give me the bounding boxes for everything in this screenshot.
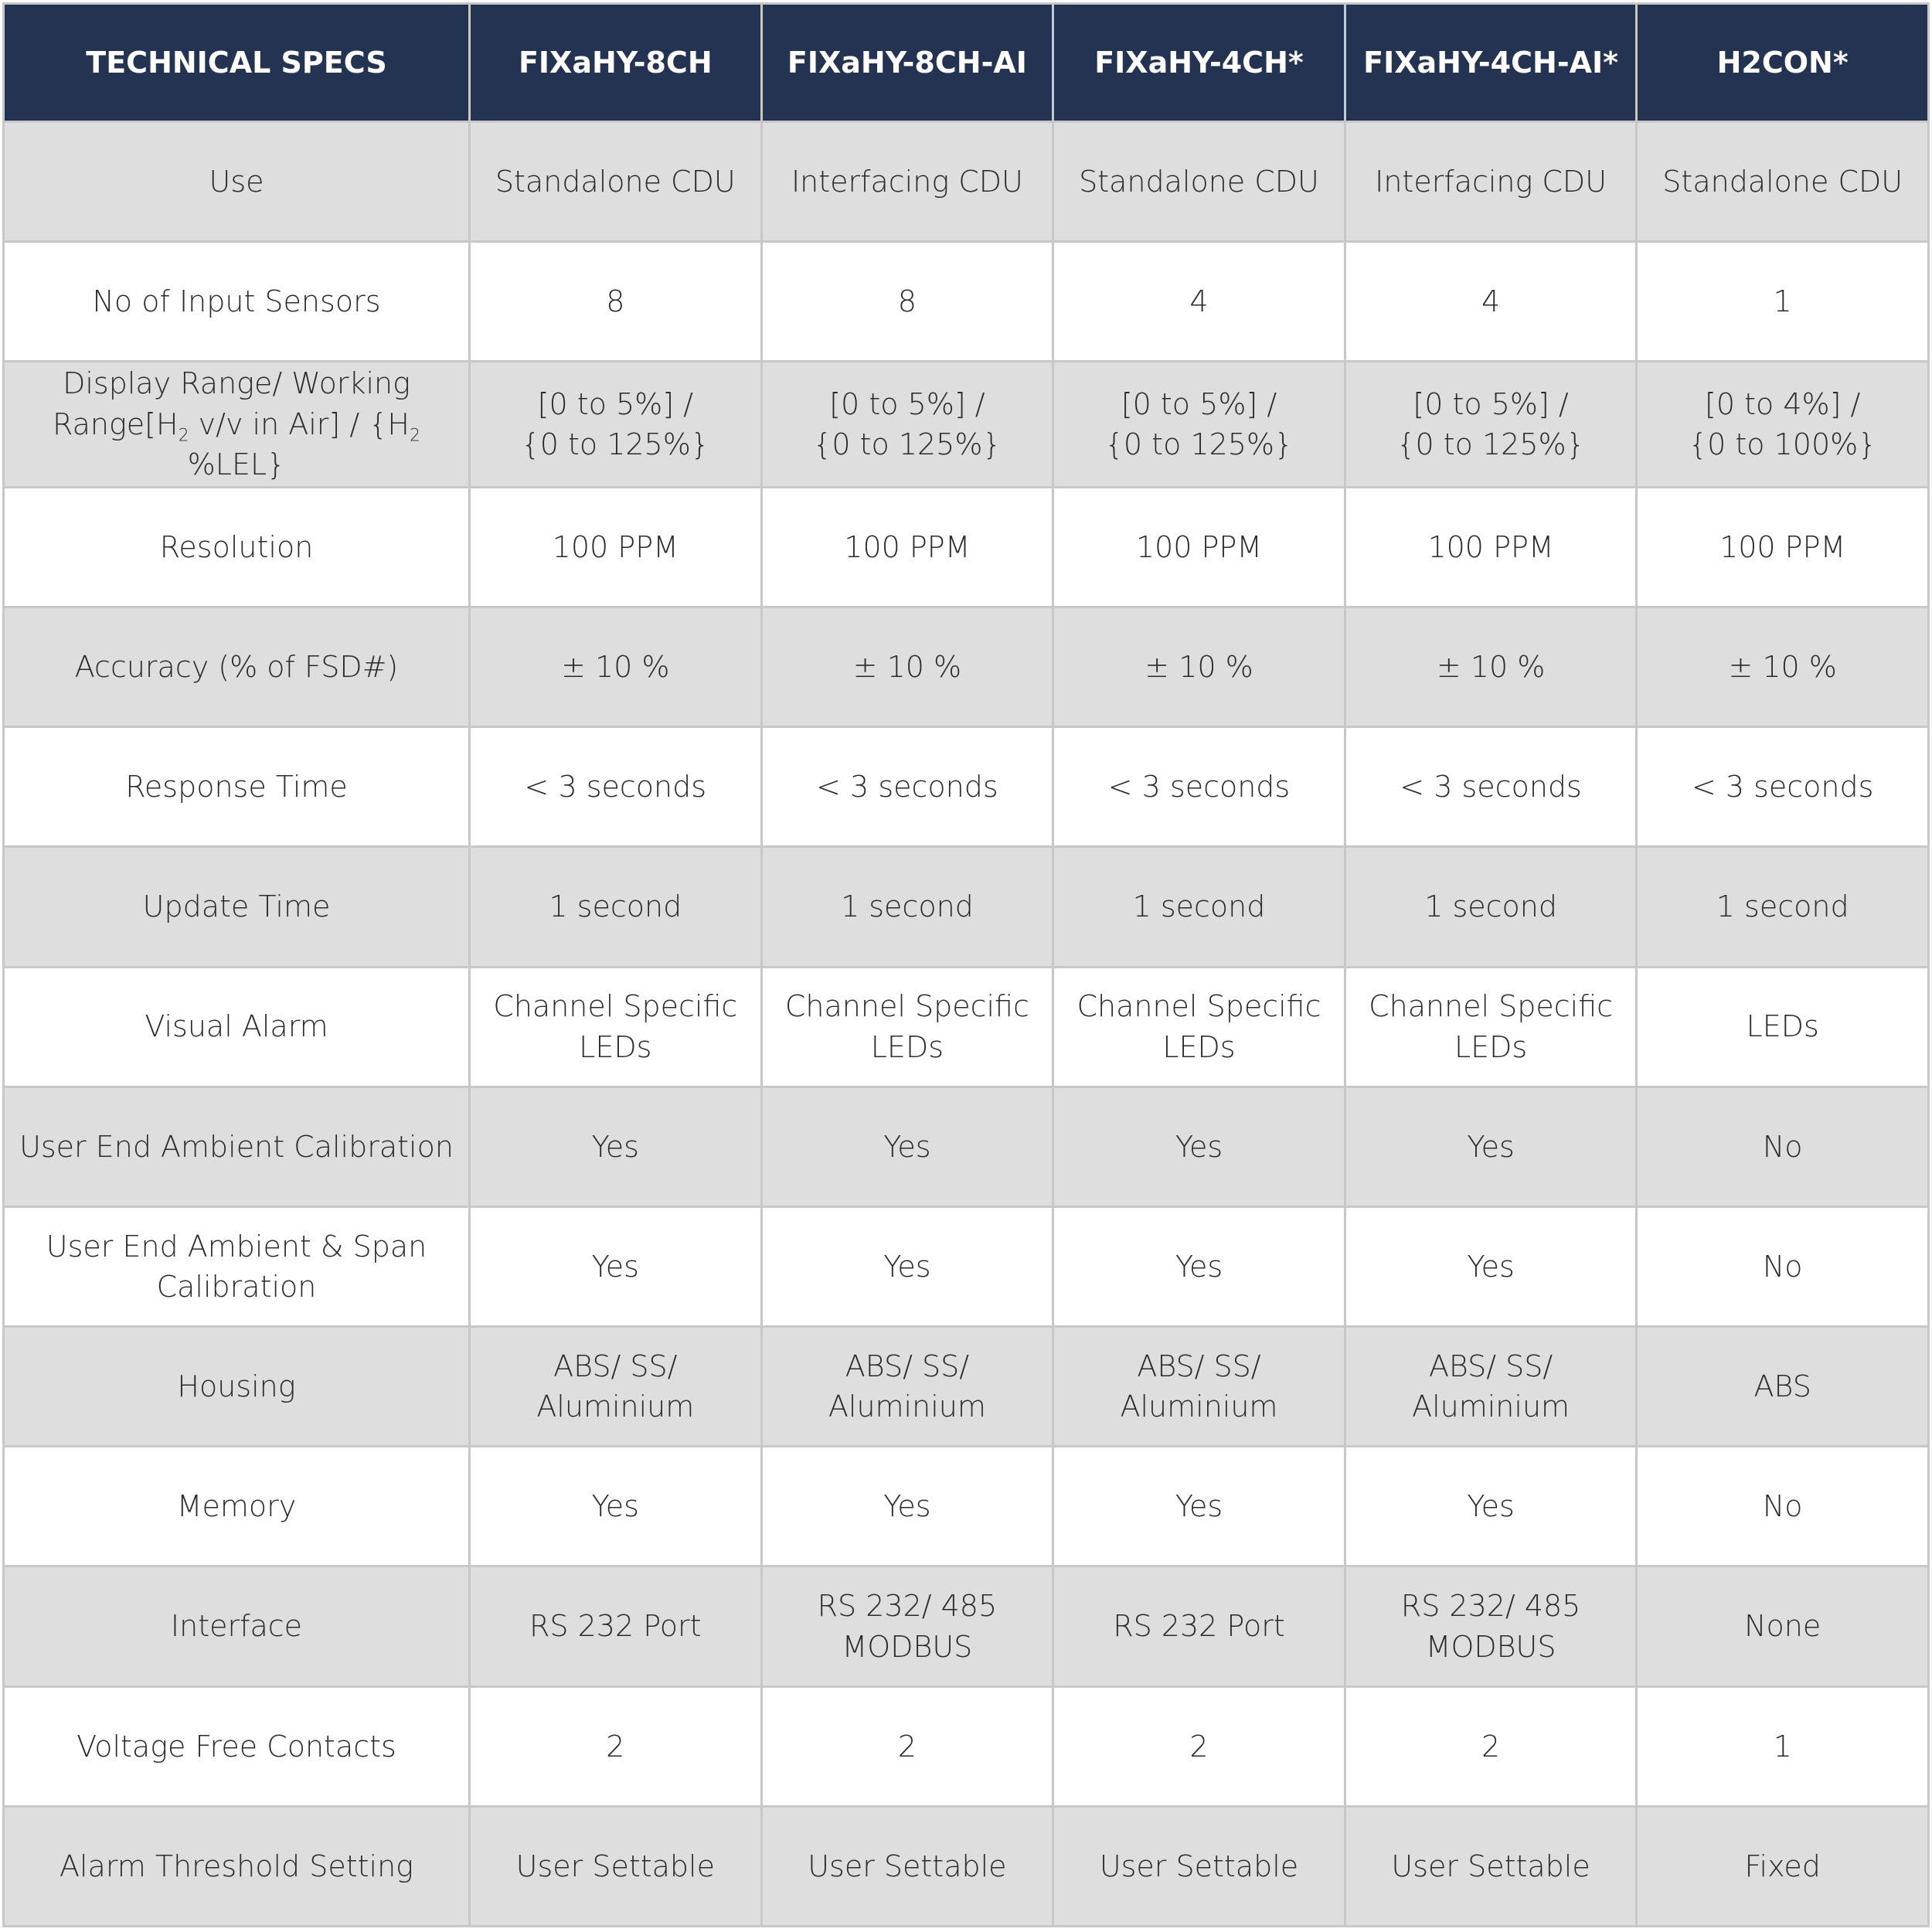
row-label: Update Time: [4, 847, 470, 967]
cell-value: 2: [470, 1686, 762, 1806]
cell-value: 100 PPM: [1053, 487, 1345, 607]
cell-value: Yes: [470, 1206, 762, 1326]
row-label: Alarm Threshold Setting: [4, 1806, 470, 1926]
cell-value: Interfacing CDU: [1345, 122, 1637, 242]
cell-value: Channel Specific LEDs: [470, 967, 762, 1087]
row-ambient-calibration: [4, 1087, 1929, 1206]
row-housing: [4, 1327, 1929, 1447]
cell-value: 1: [1637, 1686, 1929, 1806]
cell-value: RS 232/ 485 MODBUS: [761, 1566, 1053, 1686]
cell-value: ABS/ SS/ Aluminium: [470, 1327, 762, 1447]
row-label: No of Input Sensors: [4, 242, 470, 362]
cell-value: ABS: [1637, 1327, 1929, 1447]
row-label: Voltage Free Contacts: [4, 1686, 470, 1806]
cell-value: < 3 seconds: [1345, 727, 1637, 847]
row-ambient-span-calibration: [4, 1206, 1929, 1326]
subscript: 2: [178, 426, 189, 446]
row-label: Resolution: [4, 487, 470, 607]
cell-value: ± 10 %: [1345, 607, 1637, 727]
cell-value: Yes: [1053, 1447, 1345, 1566]
cell-value: No: [1637, 1087, 1929, 1206]
cell-value: 1 second: [470, 847, 762, 967]
cell-value: Yes: [1345, 1087, 1637, 1206]
row-input-sensors: [4, 242, 1929, 362]
cell-value: Standalone CDU: [470, 122, 762, 242]
cell-value: None: [1637, 1566, 1929, 1686]
header-model-h2con: H2CON*: [1637, 4, 1929, 122]
cell-value: Yes: [1053, 1206, 1345, 1326]
cell-value: RS 232 Port: [470, 1566, 762, 1686]
cell-value: User Settable: [470, 1806, 762, 1926]
row-label: Visual Alarm: [4, 967, 470, 1087]
cell-value: 1 second: [1345, 847, 1637, 967]
row-label: [4, 362, 470, 488]
row-voltage-free-contacts: [4, 1686, 1929, 1806]
cell-value: 100 PPM: [1345, 487, 1637, 607]
cell-value: ± 10 %: [1053, 607, 1345, 727]
cell-value: User Settable: [1345, 1806, 1637, 1926]
row-resolution: [4, 487, 1929, 607]
cell-value: Yes: [1345, 1447, 1637, 1566]
cell-value: 8: [470, 242, 762, 362]
cell-value: [0 to 5%] / {0 to 125%}: [1053, 362, 1345, 488]
label-part: v/v in Air] / {H: [189, 406, 410, 441]
header-row: [4, 4, 1929, 122]
cell-value: No: [1637, 1206, 1929, 1326]
cell-value: ± 10 %: [761, 607, 1053, 727]
cell-value: [0 to 5%] / {0 to 125%}: [761, 362, 1053, 488]
row-interface: [4, 1566, 1929, 1686]
row-response-time: [4, 727, 1929, 847]
cell-value: Standalone CDU: [1053, 122, 1345, 242]
header-model-fixahy-4ch-ai: FIXaHY-4CH-AI*: [1345, 4, 1637, 122]
cell-value: ABS/ SS/ Aluminium: [1053, 1327, 1345, 1447]
cell-value: 4: [1053, 242, 1345, 362]
cell-value: User Settable: [761, 1806, 1053, 1926]
cell-value: ABS/ SS/ Aluminium: [1345, 1327, 1637, 1447]
cell-value: Yes: [470, 1087, 762, 1206]
cell-value: [0 to 5%] / {0 to 125%}: [470, 362, 762, 488]
row-label: Interface: [4, 1566, 470, 1686]
cell-value: Channel Specific LEDs: [761, 967, 1053, 1087]
cell-value: 2: [1345, 1686, 1637, 1806]
cell-value: Yes: [470, 1447, 762, 1566]
row-alarm-threshold: [4, 1806, 1929, 1926]
cell-value: Channel Specific LEDs: [1053, 967, 1345, 1087]
cell-value: < 3 seconds: [1053, 727, 1345, 847]
header-model-fixahy-8ch: FIXaHY-8CH: [470, 4, 762, 122]
cell-value: 100 PPM: [761, 487, 1053, 607]
cell-value: RS 232 Port: [1053, 1566, 1345, 1686]
cell-value: Yes: [761, 1087, 1053, 1206]
cell-value: Yes: [1345, 1206, 1637, 1326]
row-update-time: [4, 847, 1929, 967]
cell-value: ABS/ SS/ Aluminium: [761, 1327, 1053, 1447]
row-memory: [4, 1447, 1929, 1566]
cell-value: 100 PPM: [470, 487, 762, 607]
cell-value: 1 second: [1053, 847, 1345, 967]
cell-value: ± 10 %: [470, 607, 762, 727]
cell-value: < 3 seconds: [1637, 727, 1929, 847]
cell-value: < 3 seconds: [761, 727, 1053, 847]
row-label: Response Time: [4, 727, 470, 847]
cell-value: Yes: [761, 1206, 1053, 1326]
cell-value: [0 to 5%] / {0 to 125%}: [1345, 362, 1637, 488]
cell-value: ± 10 %: [1637, 607, 1929, 727]
cell-value: 1: [1637, 242, 1929, 362]
cell-value: < 3 seconds: [470, 727, 762, 847]
cell-value: [0 to 4%] / {0 to 100%}: [1637, 362, 1929, 488]
cell-value: 8: [761, 242, 1053, 362]
row-label: Use: [4, 122, 470, 242]
label-part: Display Range/ Working: [63, 366, 410, 401]
cell-value: 1 second: [1637, 847, 1929, 967]
cell-value: 4: [1345, 242, 1637, 362]
subscript: 2: [409, 426, 420, 446]
row-use: [4, 122, 1929, 242]
row-label: User End Ambient Calibration: [4, 1087, 470, 1206]
header-model-fixahy-4ch: FIXaHY-4CH*: [1053, 4, 1345, 122]
cell-value: User Settable: [1053, 1806, 1345, 1926]
technical-specs-table: [2, 2, 1930, 1927]
cell-value: 2: [1053, 1686, 1345, 1806]
cell-value: 1 second: [761, 847, 1053, 967]
row-label: Memory: [4, 1447, 470, 1566]
label-part: %LEL}: [187, 447, 286, 482]
cell-value: LEDs: [1637, 967, 1929, 1087]
label-part: Range[H: [53, 406, 179, 441]
cell-value: Yes: [761, 1447, 1053, 1566]
cell-value: Interfacing CDU: [761, 122, 1053, 242]
cell-value: Standalone CDU: [1637, 122, 1929, 242]
header-technical-specs: TECHNICAL SPECS: [4, 4, 470, 122]
row-label: Accuracy (% of FSD#): [4, 607, 470, 727]
cell-value: No: [1637, 1447, 1929, 1566]
row-accuracy: [4, 607, 1929, 727]
cell-value: 100 PPM: [1637, 487, 1929, 607]
cell-value: Yes: [1053, 1087, 1345, 1206]
row-display-range: [4, 362, 1929, 488]
row-label: Housing: [4, 1327, 470, 1447]
cell-value: Channel Specific LEDs: [1345, 967, 1637, 1087]
cell-value: 2: [761, 1686, 1053, 1806]
row-label: User End Ambient & Span Calibration: [4, 1206, 470, 1326]
cell-value: RS 232/ 485 MODBUS: [1345, 1566, 1637, 1686]
header-model-fixahy-8ch-ai: FIXaHY-8CH-AI: [761, 4, 1053, 122]
row-visual-alarm: [4, 967, 1929, 1087]
cell-value: Fixed: [1637, 1806, 1929, 1926]
